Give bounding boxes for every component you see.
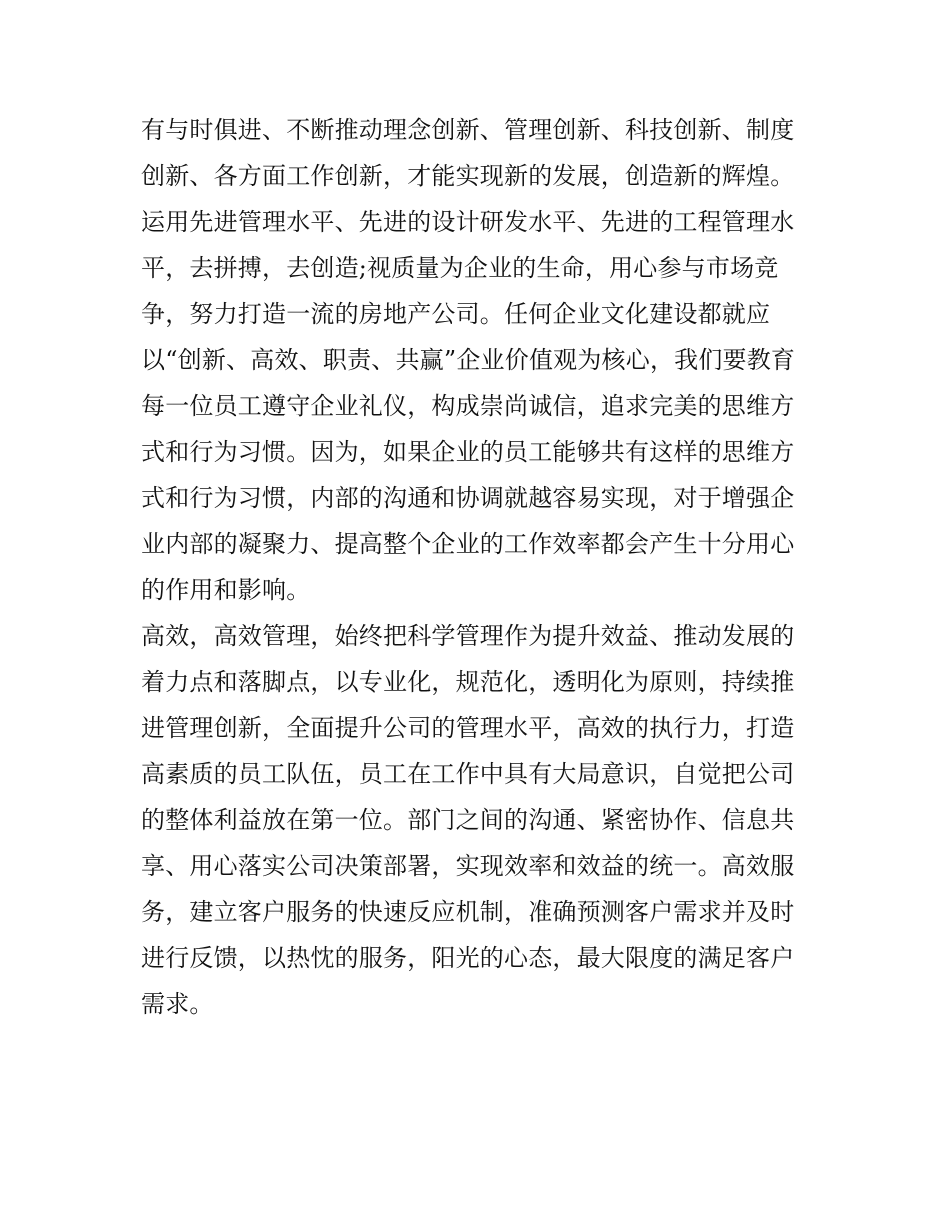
text-line: 高效，高效管理，始终把科学管理作为提升效益、推动发展的: [141, 622, 795, 650]
text-line: 高素质的员工队伍，员工在工作中具有大局意识，自觉把公司: [141, 760, 795, 788]
text-line: 的作用和影响。: [141, 576, 311, 604]
text-line: 以“创新、高效、职责、共赢”企业价值观为核心，我们要教育: [141, 346, 796, 374]
text-line: 的整体利益放在第一位。部门之间的沟通、紧密协作、信息共: [141, 806, 795, 834]
text-line: 式和行为习惯，内部的沟通和协调就越容易实现，对于增强企: [141, 484, 795, 512]
text-line: 务，建立客户服务的快速反应机制，准确预测客户需求并及时: [141, 898, 795, 926]
text-line: 进管理创新，全面提升公司的管理水平，高效的执行力，打造: [141, 714, 795, 742]
text-line: 平，去拼搏，去创造;视质量为企业的生命，用心参与市场竞: [141, 254, 779, 282]
text-line: 业内部的凝聚力、提高整个企业的工作效率都会产生十分用心: [141, 530, 795, 558]
text-line: 需求。: [141, 990, 214, 1018]
text-line: 创新、各方面工作创新，才能实现新的发展，创造新的辉煌。: [141, 162, 795, 190]
body-text: [141, 107, 821, 1027]
text-line: 运用先进管理水平、先进的设计研发水平、先进的工程管理水: [141, 208, 795, 236]
text-line: 进行反馈，以热忱的服务，阳光的心态，最大限度的满足客户: [141, 944, 795, 972]
text-line: 着力点和落脚点，以专业化，规范化，透明化为原则，持续推: [141, 668, 795, 696]
text-line: 式和行为习惯。因为，如果企业的员工能够共有这样的思维方: [141, 438, 795, 466]
text-line: 每一位员工遵守企业礼仪，构成崇尚诚信，追求完美的思维方: [141, 392, 795, 420]
text-line: 享、用心落实公司决策部署，实现效率和效益的统一。高效服: [141, 852, 795, 880]
text-line: 有与时俱进、不断推动理念创新、管理创新、科技创新、制度: [141, 116, 795, 144]
text-line: 争，努力打造一流的房地产公司。任何企业文化建设都就应: [141, 300, 771, 328]
